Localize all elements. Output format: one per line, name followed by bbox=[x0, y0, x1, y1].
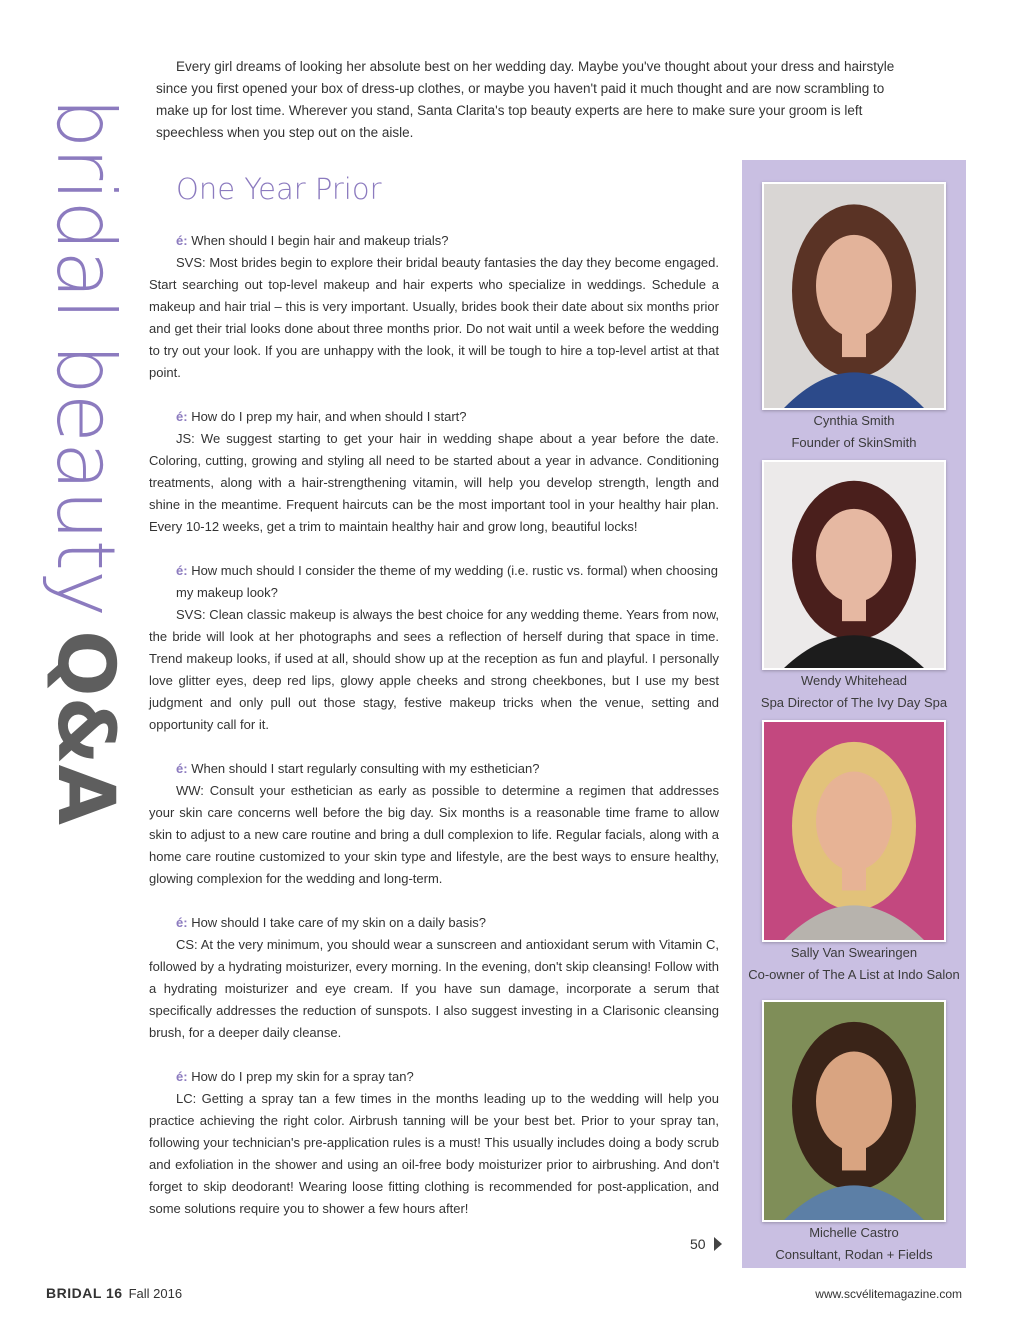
intro bbox=[156, 56, 920, 144]
footer-issue bbox=[46, 1285, 182, 1301]
portrait-photo bbox=[762, 460, 946, 670]
q-marker: é: bbox=[176, 409, 188, 424]
section-title: One Year Prior bbox=[176, 172, 382, 206]
qa-answer: SVS: Clean classic makeup is always the best choice for any wedding theme. Years from now, the bride will look at her photographs and sees a reflection of herself during that space in time. Trend makeup looks, if used at all, should show up at the reception as fun and playful. I personally love glitter eyes, deep red lips, glowy apple cheeks and strong cheekbones, but I use my best judgment and only pull out those stagy, festive makeup tricks when the venue, setting and opportunity call for it. bbox=[149, 607, 719, 732]
qa-item bbox=[149, 1066, 719, 1220]
footer-issue-date: Fall 2016 bbox=[128, 1286, 183, 1301]
next-page-arrow-icon[interactable] bbox=[714, 1237, 722, 1251]
profile-name: Cynthia Smith bbox=[813, 413, 895, 428]
q-marker: é: bbox=[176, 233, 188, 248]
profile-card bbox=[742, 1000, 966, 1266]
question-text: How much should I consider the theme of my wedding (i.e. rustic vs. formal) when choosing my makeup look? bbox=[176, 563, 718, 600]
vertical-title-light: bridal beauty bbox=[39, 97, 132, 617]
qa-answer: LC: Getting a spray tan a few times in the months leading up to the wedding will help you practice achieving the right color. Airbrush tanning will be your best bet. Prior to your spray tan, following your technician's pre-application rules is a must! This usually includes doing a body scrub and exfoliation in the shower and using an oil-free body moisturizer prior to airbrushing. And don't forget to skip deodorant! Wearing loose fitting clothing is recommended for post-application, and some solutions require you to shower a few hours after! bbox=[149, 1091, 719, 1216]
q-marker: é: bbox=[176, 1069, 188, 1084]
profile-role: Consultant, Rodan + Fields bbox=[775, 1247, 933, 1262]
qa-answer: WW: Consult your esthetician as early as possible to determine a regimen that addresses your skin care concerns well before the big day. Six months is a reasonable time frame to allow skin to adjust to a new care routine and bring a dull complexion to life. Regular facials, along with a home care routine customized to your skin type and lifestyle, are the best ways to ensure healthy, glowing complexion for the wedding and long-term. bbox=[149, 783, 719, 886]
vertical-title bbox=[40, 55, 130, 825]
qa-question bbox=[149, 230, 719, 252]
profile-name: Sally Van Swearingen bbox=[790, 945, 918, 960]
qa-answer: JS: We suggest starting to get your hair in wedding shape about a year before the date. Coloring, cutting, growing and styling all need to be started about a year in advance. Conditioning treatments, along with a hair-strengthening vitamin, will help you develop strength, length and shine in the meantime. Frequent haircuts can be the most important tool in your healthy hair plan. Every 10-12 weeks, get a trim to maintain healthy hair and grow long, beautiful locks! bbox=[149, 431, 719, 534]
qa-answer: CS: At the very minimum, you should wear a sunscreen and antioxidant serum with Vitamin C, followed by a hydrating moisturizer, every morning. In the evening, don't skip cleansing! Follow with a hydrating moisturizer and eye cream. If you have sun damage, incorporate a serum that specifically addresses the reduction of sunspots. I also suggest investing in a Clarisonic cleansing brush, for a deeper daily cleanse. bbox=[149, 937, 719, 1040]
footer-brand: BRIDAL 16 bbox=[46, 1285, 123, 1301]
qa-item bbox=[149, 230, 719, 384]
expert-sidebar bbox=[742, 160, 966, 1268]
profile-name: Michelle Castro bbox=[809, 1225, 899, 1240]
profile-card bbox=[742, 182, 966, 454]
page-number-text: 50 bbox=[690, 1236, 706, 1252]
qa-question bbox=[149, 758, 719, 780]
qa-question bbox=[149, 912, 719, 934]
profile-role: Co-owner of The A List at Indo Salon bbox=[748, 967, 960, 982]
question-text: When should I begin hair and makeup trials? bbox=[191, 233, 449, 248]
portrait-photo bbox=[762, 1000, 946, 1222]
profile-card bbox=[742, 720, 966, 986]
qa-question bbox=[149, 1066, 719, 1088]
profile-card bbox=[742, 460, 966, 714]
question-text: How should I take care of my skin on a daily basis? bbox=[191, 915, 486, 930]
qa-item bbox=[149, 758, 719, 890]
portrait-icon bbox=[764, 184, 944, 408]
portrait-photo bbox=[762, 182, 946, 410]
qa-column bbox=[149, 230, 719, 1242]
qa-item bbox=[149, 406, 719, 538]
page-number bbox=[690, 1236, 722, 1252]
question-text: How do I prep my skin for a spray tan? bbox=[191, 1069, 414, 1084]
question-text: How do I prep my hair, and when should I start? bbox=[191, 409, 467, 424]
portrait-icon bbox=[764, 722, 944, 940]
qa-item bbox=[149, 560, 719, 736]
intro-paragraph: Every girl dreams of looking her absolute best on her wedding day. Maybe you've thought about your dress and hairstyle since you first opened your box of dress-up clothes, or maybe you haven't paid it much thought and are now scrambling to make up for lost time. Wherever you stand, Santa Clarita's top beauty experts are here to make sure your groom is left speechless when you step out on the aisle. bbox=[156, 59, 895, 140]
question-text: When should I start regularly consulting with my esthetician? bbox=[191, 761, 540, 776]
footer-website[interactable]: www.scvélitemagazine.com bbox=[815, 1287, 962, 1301]
qa-answer: SVS: Most brides begin to explore their bridal beauty fantasies the day they become engaged. Start searching out top-level makeup and hair experts who specialize in weddings. Schedule a makeup and hair trial – this is very important. Usually, brides book their date about six months prior and get their trial looks done about three months prior. Do not wait until a week before the wedding to try out your look. If you are unhappy with the look, it will be tough to hire a top-level artist at that point. bbox=[149, 255, 719, 380]
qa-question bbox=[149, 560, 719, 604]
q-marker: é: bbox=[176, 563, 188, 578]
q-marker: é: bbox=[176, 915, 188, 930]
profile-role: Spa Director of The Ivy Day Spa bbox=[760, 695, 948, 710]
vertical-title-bold: Q&A bbox=[40, 630, 130, 825]
profile-name: Wendy Whitehead bbox=[801, 673, 907, 688]
q-marker: é: bbox=[176, 761, 188, 776]
portrait-icon bbox=[764, 1002, 944, 1220]
profile-role: Founder of SkinSmith bbox=[791, 435, 917, 450]
qa-question bbox=[149, 406, 719, 428]
portrait-photo bbox=[762, 720, 946, 942]
portrait-icon bbox=[764, 462, 944, 668]
qa-item bbox=[149, 912, 719, 1044]
